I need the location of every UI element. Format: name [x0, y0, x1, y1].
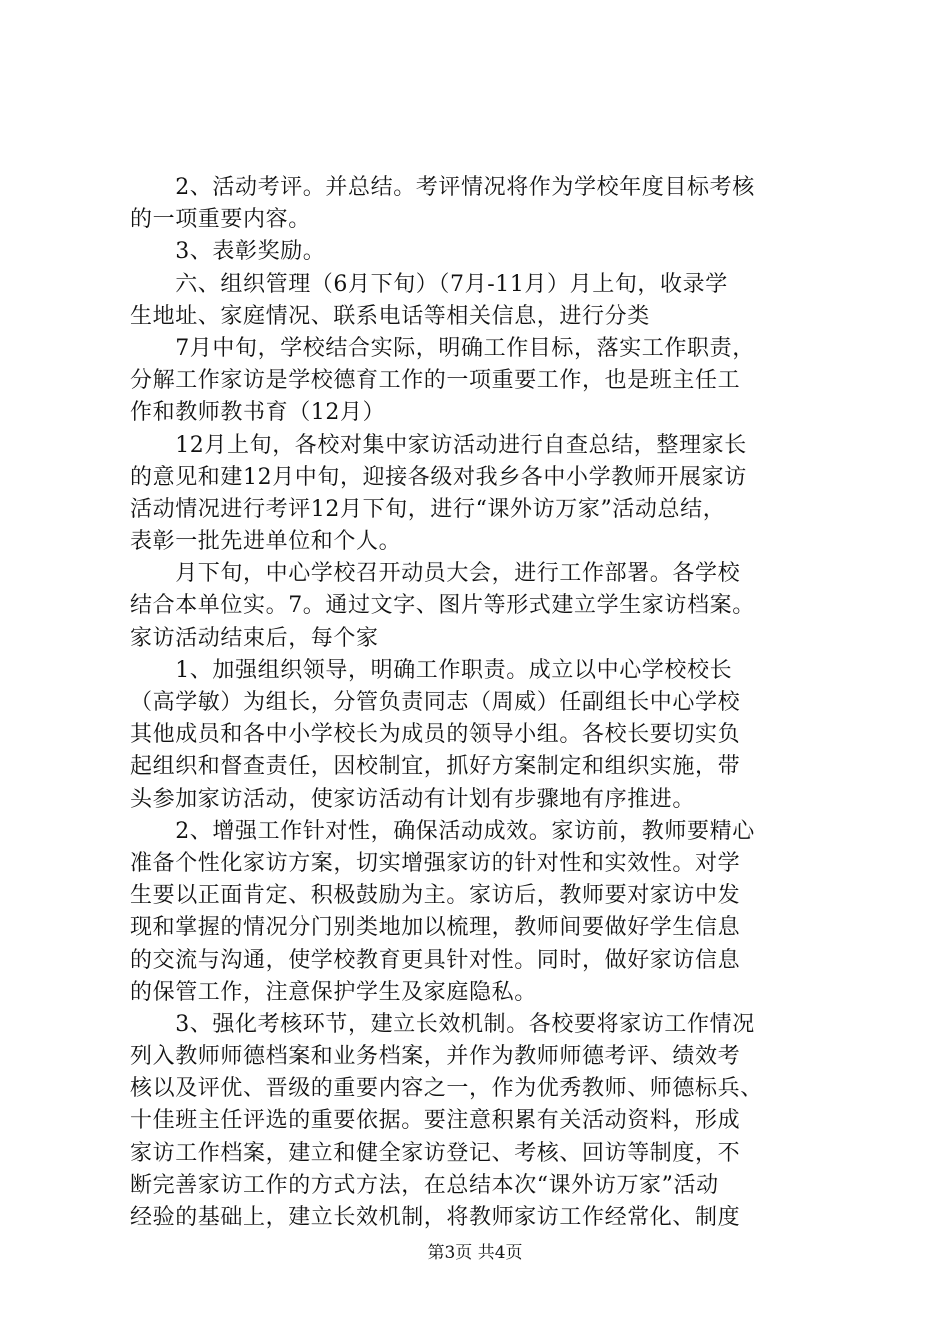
text-line: 结合本单位实。7。通过文字、图片等形式建立学生家访档案。	[130, 593, 755, 619]
text-line: 的一项重要内容。	[130, 207, 311, 233]
text-line: 3、强化考核环节，建立长效机制。各校要将家访工作情况	[130, 1011, 755, 1037]
page-footer	[0, 1241, 950, 1265]
text-line: 断完善家访工作的方式方法，在总结本次“课外访万家”活动	[130, 1172, 719, 1198]
text-line: 家访工作档案，建立和健全家访登记、考核、回访等制度，不	[130, 1140, 741, 1166]
text-line: 的保管工作，注意保护学生及家庭隐私。	[130, 979, 537, 1005]
text-line: 准备个性化家访方案，切实增强家访的针对性和实效性。对学	[130, 850, 741, 876]
text-line: 分解工作家访是学校德育工作的一项重要工作，也是班主任工	[130, 368, 741, 394]
text-line: 表彰一批先进单位和个人。	[130, 529, 402, 555]
document-body	[130, 172, 850, 1234]
text-line: 作和教师教书育（12月）	[130, 400, 386, 426]
text-line: 六、组织管理（6月下旬）（7月-11月）月上旬，收录学	[130, 271, 728, 297]
text-line: 家访活动结束后，每个家	[130, 625, 379, 651]
text-line: 其他成员和各中小学校长为成员的领导小组。各校长要切实负	[130, 722, 741, 748]
text-line: 的意见和建12月中旬，迎接各级对我乡各中小学教师开展家访	[130, 464, 747, 490]
text-line: 2、增强工作针对性，确保活动成效。家访前，教师要精心	[130, 818, 755, 844]
text-line: 生地址、家庭情况、联系电话等相关信息，进行分类	[130, 303, 650, 329]
text-line: 7月中旬，学校结合实际，明确工作目标，落实工作职责，	[130, 335, 755, 361]
text-line: 头参加家访活动，使家访活动有计划有步骤地有序推进。	[130, 786, 696, 812]
text-line: 2、活动考评。并总结。考评情况将作为学校年度目标考核	[130, 175, 755, 200]
page-number: 第3页 共4页	[427, 1243, 523, 1263]
text-line: 列入教师师德档案和业务档案，并作为教师师德考评、绩效考	[130, 1044, 741, 1070]
text-line: 十佳班主任评选的重要依据。要注意积累有关活动资料，形成	[130, 1108, 741, 1134]
text-line: 月下旬，中心学校召开动员大会，进行工作部署。各学校	[130, 561, 741, 587]
text-line: 核以及评优、晋级的重要内容之一，作为优秀教师、师德标兵、	[130, 1076, 763, 1102]
text-line: 活动情况进行考评12月下旬，进行“课外访万家”活动总结，	[130, 496, 726, 522]
text-line: 1、加强组织领导，明确工作职责。成立以中心学校校长	[130, 657, 733, 683]
text-line: （高学敏）为组长，分管负责同志（周威）任副组长中心学校	[130, 690, 741, 715]
text-line: 现和掌握的情况分门别类地加以梳理，教师间要做好学生信息	[130, 915, 741, 941]
text-line: 经验的基础上，建立长效机制，将教师家访工作经常化、制度	[130, 1205, 741, 1230]
text-line: 的交流与沟通，使学校教育更具针对性。同时，做好家访信息	[130, 947, 741, 973]
text-line: 3、表彰奖励。	[130, 239, 326, 265]
text-line: 起组织和督查责任，因校制宜，抓好方案制定和组织实施，带	[130, 754, 741, 780]
text-line: 生要以正面肯定、积极鼓励为主。家访后，教师要对家访中发	[130, 883, 741, 909]
text-line: 12月上旬，各校对集中家访活动进行自查总结，整理家长	[130, 432, 747, 458]
